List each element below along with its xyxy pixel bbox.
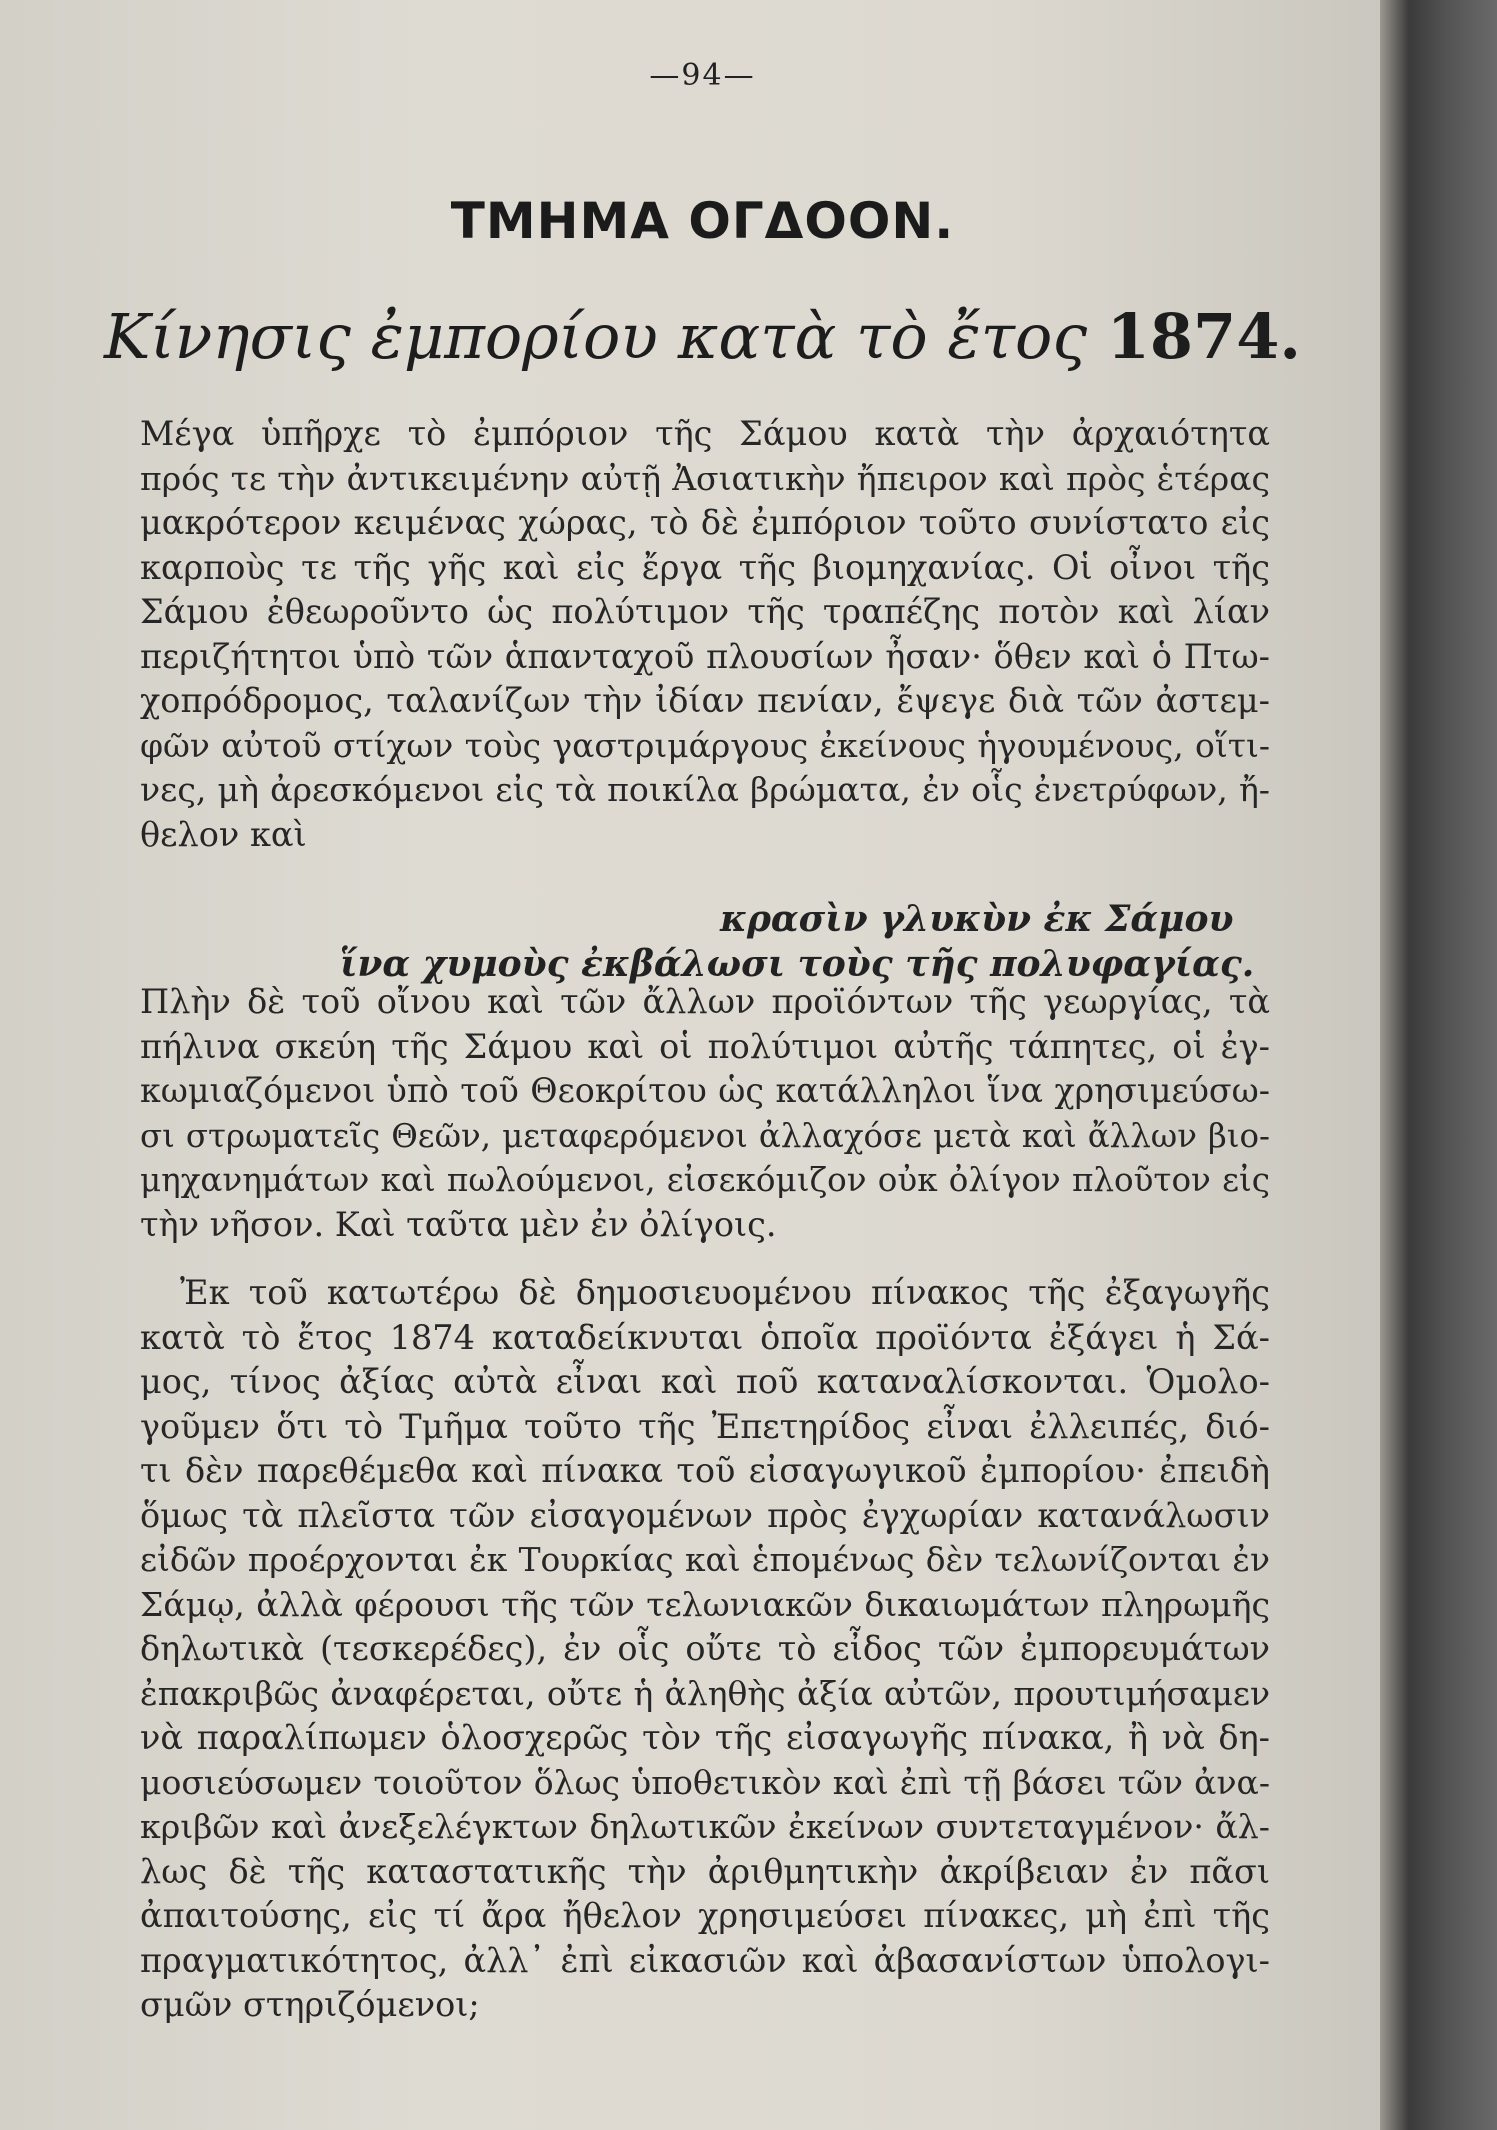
text-line: Σάμου ἐθεωροῦντο ὡς πολύτιμον τῆς τραπέζης ποτὸν καὶ λίαν [140,592,1270,631]
text-line: νὰ παραλίπωμεν ὁλοσχερῶς τὸν τῆς εἰσαγωγῆς πίνακα, ἢ νὰ δη- [140,1718,1270,1757]
text-line: σμῶν στηριζόμενοι; [140,1985,480,2024]
verse-line-1: κρασὶν γλυκὺν ἐκ Σάμου [720,898,1234,940]
text-line: εἰδῶν προέρχονται ἐκ Τουρκίας καὶ ἑπομένως δὲν τελωνίζονται ἐν [140,1540,1270,1579]
text-line: μοσιεύσωμεν τοιοῦτον ὅλως ὑποθετικὸν καὶ ἐπὶ τῇ βάσει τῶν ἀνα- [140,1762,1270,1802]
text-line: κατὰ τὸ ἔτος 1874 καταδείκνυται ὁποῖα προϊόντα ἐξάγει ἡ Σά- [140,1317,1270,1357]
text-line: μος, τίνος ἀξίας αὐτὰ εἶναι καὶ ποῦ καταναλίσκονται. Ὁμολο- [140,1362,1270,1401]
text-line: πρός τε τὴν ἀντικειμένην αὐτῇ Ἀσιατικὴν ἤπειρον καὶ πρὸς ἑτέρας [140,458,1270,498]
text-line: περιζήτητοι ὑπὸ τῶν ἁπανταχοῦ πλουσίων ἦσαν· ὅθεν καὶ ὁ Πτω- [140,636,1270,676]
paragraph-2 [140,980,1270,1247]
text-line: γοῦμεν ὅτι τὸ Τμῆμα τοῦτο τῆς Ἐπετηρίδος εἶναι ἐλλειπές, διό- [140,1406,1270,1446]
text-line: Μέγα ὑπῆρχε τὸ ἐμπόριον τῆς Σάμου κατὰ τὴν ἀρχαιότητα [140,414,1270,453]
section-title: ΤΜΗΜΑ ΟΓΔΟΟΝ. [450,192,955,250]
text-line: τὴν νῆσον. Καὶ ταῦτα μὲν ἐν ὀλίγοις. [140,1204,777,1244]
text-line: κωμιαζόμενοι ὑπὸ τοῦ Θεοκρίτου ὡς κατάλληλοι ἵνα χρησιμεύσω- [140,1071,1270,1110]
text-line: νες, μὴ ἀρεσκόμενοι εἰς τὰ ποικίλα βρώματα, ἐν οἷς ἐνετρύφων, ἤ- [140,770,1270,809]
text-line: πήλινα σκεύη τῆς Σάμου καὶ οἱ πολύτιμοι αὐτῆς τάπητες, οἱ ἐγ- [140,1026,1270,1066]
verse-line-2: ἵνα χυμοὺς ἐκβάλωσι τοὺς τῆς πολυφαγίας. [340,943,1255,985]
text-line: δηλωτικὰ (τεσκερέδες), ἐν οἷς οὔτε τὸ εἶδος τῶν ἐμπορευμάτων [140,1629,1270,1668]
text-line: καρποὺς τε τῆς γῆς καὶ εἰς ἔργα τῆς βιομηχανίας. Οἱ οἶνοι τῆς [140,547,1270,587]
text-line: Ἐκ τοῦ κατωτέρω δὲ δημοσιευομένου πίνακος τῆς ἐξαγωγῆς [180,1273,1270,1312]
heading-text: Κίνησις ἐμπορίου κατὰ τὸ ἔτος [104,300,1088,373]
heading-year: 1874. [1106,300,1301,373]
text-line: Σάμῳ, ἀλλὰ φέρουσι τῆς τῶν τελωνιακῶν δικαιωμάτων πληρωμῆς [140,1584,1270,1624]
text-line: τι δὲν παρεθέμεθα καὶ πίνακα τοῦ εἰσαγωγικοῦ ἐμπορίου· ἐπειδὴ [140,1451,1270,1490]
chapter-heading [0,300,1405,373]
paragraph-1 [140,412,1270,857]
text-line: ὅμως τὰ πλεῖστα τῶν εἰσαγομένων πρὸς ἐγχωρίαν κατανάλωσιν [140,1495,1270,1535]
text-line: Πλὴν δὲ τοῦ οἴνου καὶ τῶν ἄλλων προϊόντων τῆς γεωργίας, τὰ [140,982,1270,1021]
text-line: θελον καὶ [140,814,307,854]
text-line: χοπρόδρομος, ταλανίζων τὴν ἰδίαν πενίαν, ἔψεγε διὰ τῶν ἀστεμ- [140,681,1270,720]
text-line: ἐπακριβῶς ἀναφέρεται, οὔτε ἡ ἀληθὴς ἀξία αὐτῶν, προυτιμήσαμεν [140,1673,1270,1713]
text-line: φῶν αὐτοῦ στίχων τοὺς γαστριμάργους ἐκείνους ἡγουμένους, οἵτι- [140,725,1270,765]
text-line: πραγματικότητος, ἀλλ᾽ ἐπὶ εἰκασιῶν καὶ ἀβασανίστων ὑπολογι- [140,1940,1270,1980]
text-line: μηχανημάτων καὶ πωλούμενοι, εἰσεκόμιζον οὐκ ὀλίγον πλοῦτον εἰς [140,1161,1270,1199]
text-line: ἀπαιτούσης, εἰς τί ἄρα ἤθελον χρησιμεύσει πίνακες, μὴ ἐπὶ τῆς [140,1896,1270,1935]
text-line: μακρότερον κειμένας χώρας, τὸ δὲ ἐμπόριον τοῦτο συνίστατο εἰς [140,503,1270,542]
page-number: —94— [649,58,756,93]
text-line: κριβῶν καὶ ἀνεξελέγκτων δηλωτικῶν ἐκείνων συντεταγμένον· ἄλ- [140,1807,1270,1846]
text-line: λως δὲ τῆς καταστατικῆς τὴν ἀριθμητικὴν ἀκρίβειαν ἐν πᾶσι [140,1851,1270,1891]
book-gutter [1380,0,1497,2130]
text-line: σι στρωματεῖς Θεῶν, μεταφερόμενοι ἀλλαχόσε μετὰ καὶ ἄλλων βιο- [140,1116,1270,1155]
paragraph-3 [140,1271,1270,2028]
